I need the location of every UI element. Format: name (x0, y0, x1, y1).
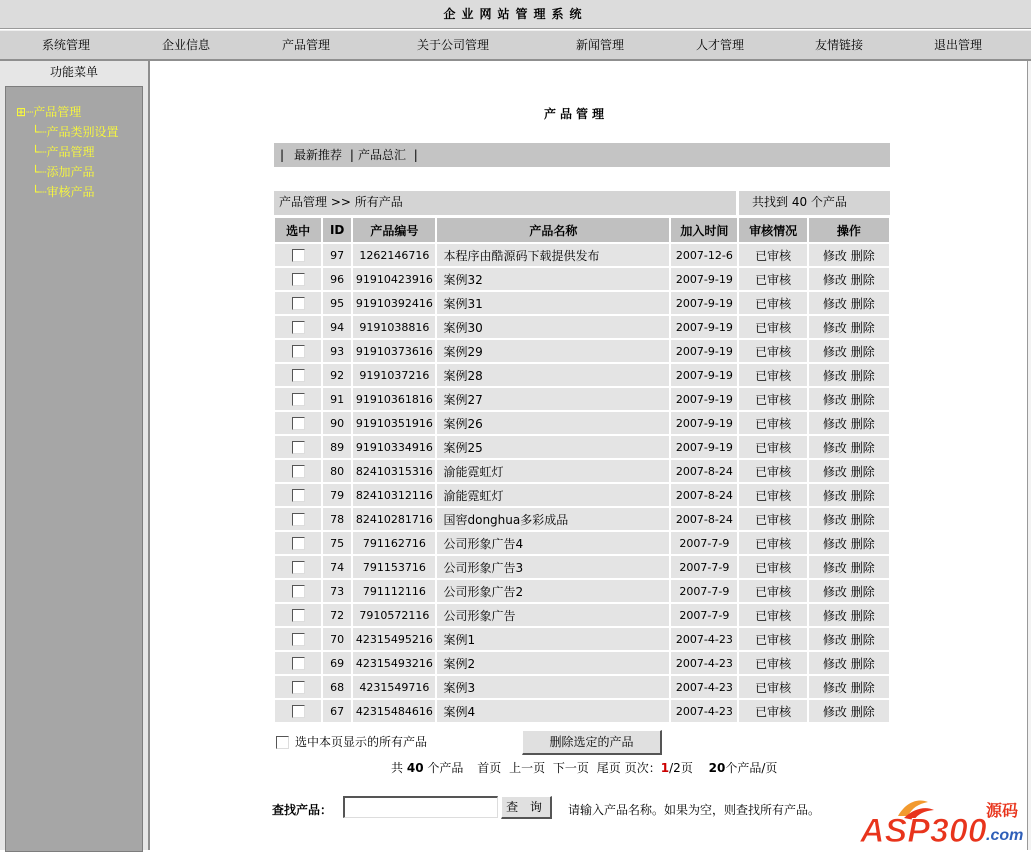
table-row (275, 604, 889, 628)
row-name: 公司形象广告2 (437, 580, 669, 604)
col-name: 产品名称 (437, 218, 669, 244)
delete-link[interactable]: 删除 (850, 344, 875, 359)
row-date: 2007-9-19 (671, 316, 737, 340)
pager-prev[interactable]: 上一页 (509, 761, 546, 775)
table-row (275, 244, 889, 268)
row-status: 已审核 (739, 340, 806, 364)
subnav-latest[interactable]: 最新推荐 (294, 148, 343, 162)
row-select-cell (275, 316, 321, 340)
pager-current: 1 (660, 761, 670, 775)
row-actions (809, 364, 889, 388)
row-id: 73 (323, 580, 351, 604)
row-date: 2007-8-24 (671, 484, 737, 508)
row-code: 9191037216 (353, 364, 435, 388)
row-id: 72 (323, 604, 351, 628)
row-name: 案例2 (437, 652, 669, 676)
tree-item-label: 产品类别设置 (46, 125, 119, 139)
row-status: 已审核 (739, 388, 806, 412)
row-name: 案例28 (437, 364, 669, 388)
row-select-cell (275, 652, 321, 676)
row-select-cell (275, 340, 321, 364)
tree-item-label: 添加产品 (46, 165, 95, 179)
col-id: ID (323, 218, 351, 244)
table-row (275, 388, 889, 412)
row-id: 68 (323, 676, 351, 700)
row-checkbox[interactable] (292, 513, 305, 526)
row-select-cell (275, 388, 321, 412)
row-checkbox[interactable] (292, 441, 305, 454)
watermark-sub: 源码 (986, 801, 1019, 820)
pager-of: /2页 (669, 761, 693, 775)
edit-link[interactable]: 修改 (822, 320, 847, 335)
edit-link[interactable]: 修改 (822, 704, 847, 719)
pager-first[interactable]: 首页 (477, 761, 502, 775)
delete-link[interactable]: 删除 (850, 392, 875, 407)
row-name: 案例31 (437, 292, 669, 316)
row-actions (809, 532, 889, 556)
tree-item-add[interactable] (16, 162, 118, 182)
row-actions (809, 436, 889, 460)
table-row (275, 316, 889, 340)
row-select-cell (275, 580, 321, 604)
tree-item-manage[interactable] (16, 142, 118, 162)
nav-news[interactable]: 新闻管理 (576, 38, 625, 52)
row-status: 已审核 (739, 652, 806, 676)
row-select-cell (275, 508, 321, 532)
sidebar (0, 61, 150, 850)
table-row (275, 508, 889, 532)
row-checkbox[interactable] (292, 681, 305, 694)
pager-per-page: 20 (708, 761, 726, 775)
row-id: 95 (323, 292, 351, 316)
row-select-cell (275, 604, 321, 628)
row-id: 75 (323, 532, 351, 556)
delete-link[interactable]: 删除 (850, 512, 875, 527)
pager-total: 40 (406, 761, 424, 775)
table-row (275, 268, 889, 292)
table-header-row (275, 218, 889, 244)
table-row (275, 628, 889, 652)
row-actions (809, 700, 889, 724)
delete-selected-button[interactable]: 删除选定的产品 (522, 730, 662, 755)
search-input[interactable] (343, 796, 498, 818)
row-status: 已审核 (739, 316, 806, 340)
row-checkbox[interactable] (292, 537, 305, 550)
nav-system[interactable]: 系统管理 (42, 38, 91, 52)
pagination (391, 759, 777, 776)
edit-link[interactable]: 修改 (822, 680, 847, 695)
nav-company-info[interactable]: 企业信息 (162, 38, 211, 52)
row-date: 2007-9-19 (671, 364, 737, 388)
expand-icon: ⊞┈ (16, 105, 34, 119)
delete-link[interactable]: 删除 (850, 416, 875, 431)
row-actions (809, 628, 889, 652)
separator: | (280, 148, 285, 162)
asp300-watermark-logo (858, 796, 1028, 848)
table-row (275, 436, 889, 460)
delete-link[interactable]: 删除 (850, 440, 875, 455)
row-code: 4231549716 (353, 676, 435, 700)
page-title: 产品管理 (544, 107, 609, 121)
table-row (275, 340, 889, 364)
row-id: 69 (323, 652, 351, 676)
tree-item-category[interactable] (16, 122, 118, 142)
row-name: 渝能霓虹灯 (437, 484, 669, 508)
delete-link[interactable]: 删除 (850, 272, 875, 287)
col-status: 审核情况 (739, 218, 806, 244)
pager-total-suffix: 个产品 (427, 761, 464, 775)
row-status: 已审核 (739, 556, 806, 580)
row-name: 案例27 (437, 388, 669, 412)
table-row (275, 556, 889, 580)
delete-link[interactable]: 删除 (850, 464, 875, 479)
row-checkbox[interactable] (292, 489, 305, 502)
table-row (275, 292, 889, 316)
row-checkbox[interactable] (292, 393, 305, 406)
edit-link[interactable]: 修改 (822, 344, 847, 359)
delete-link[interactable]: 删除 (850, 488, 875, 503)
row-checkbox[interactable] (292, 585, 305, 598)
row-actions (809, 340, 889, 364)
delete-link[interactable]: 删除 (850, 632, 875, 647)
edit-link[interactable]: 修改 (822, 368, 847, 383)
row-status: 已审核 (739, 700, 806, 724)
row-select-cell (275, 628, 321, 652)
row-date: 2007-9-19 (671, 412, 737, 436)
row-actions (809, 268, 889, 292)
row-status: 已审核 (739, 580, 806, 604)
table-row (275, 580, 889, 604)
row-code: 791112116 (353, 580, 435, 604)
row-id: 79 (323, 484, 351, 508)
separator: | (413, 148, 418, 162)
table-row (275, 652, 889, 676)
row-name: 案例29 (437, 340, 669, 364)
edit-link[interactable]: 修改 (822, 536, 847, 551)
row-id: 92 (323, 364, 351, 388)
row-status: 已审核 (739, 604, 806, 628)
row-select-cell (275, 436, 321, 460)
row-checkbox[interactable] (292, 273, 305, 286)
row-select-cell (275, 676, 321, 700)
row-date: 2007-8-24 (671, 460, 737, 484)
row-date: 2007-9-19 (671, 388, 737, 412)
row-name: 案例4 (437, 700, 669, 724)
row-date: 2007-12-6 (671, 244, 737, 268)
list-header (274, 191, 890, 215)
subnav-summary[interactable]: 产品总汇 (357, 148, 406, 162)
pager-page-label: 页次： (624, 761, 661, 775)
row-id: 74 (323, 556, 351, 580)
row-checkbox[interactable] (292, 561, 305, 574)
app-title: 企业网站管理系统 (0, 0, 1031, 29)
row-actions (809, 508, 889, 532)
nav-about[interactable]: 关于公司管理 (417, 38, 490, 52)
row-status: 已审核 (739, 292, 806, 316)
row-name: 公司形象广告4 (437, 532, 669, 556)
pager-per-page-suffix: 个产品/页 (725, 761, 778, 775)
row-status: 已审核 (739, 244, 806, 268)
row-name: 案例30 (437, 316, 669, 340)
row-actions (809, 244, 889, 268)
row-checkbox[interactable] (292, 609, 305, 622)
row-date: 2007-4-23 (671, 700, 737, 724)
result-count: 共找到 40 个产品 (739, 191, 890, 215)
edit-link[interactable]: 修改 (822, 488, 847, 503)
row-checkbox[interactable] (292, 369, 305, 382)
row-code: 91910351916 (353, 412, 435, 436)
row-date: 2007-4-23 (671, 652, 737, 676)
delete-link[interactable]: 删除 (850, 656, 875, 671)
row-name: 渝能霓虹灯 (437, 460, 669, 484)
row-select-cell (275, 244, 321, 268)
row-checkbox[interactable] (292, 345, 305, 358)
row-checkbox[interactable] (292, 297, 305, 310)
row-code: 7910572116 (353, 604, 435, 628)
delete-link[interactable]: 删除 (850, 680, 875, 695)
watermark-brand: ASP300 (860, 812, 987, 848)
tree-branch-icon: └┈ (32, 145, 47, 159)
col-actions: 操作 (809, 218, 889, 244)
row-code: 91910373616 (353, 340, 435, 364)
row-date: 2007-4-23 (671, 676, 737, 700)
row-actions (809, 292, 889, 316)
row-date: 2007-7-9 (671, 580, 737, 604)
table-row (275, 700, 889, 724)
row-actions (809, 580, 889, 604)
row-name: 案例25 (437, 436, 669, 460)
row-checkbox[interactable] (292, 249, 305, 262)
row-date: 2007-9-19 (671, 292, 737, 316)
pager-total-prefix: 共 (391, 761, 404, 775)
row-code: 9191038816 (353, 316, 435, 340)
row-code: 42315495216 (353, 628, 435, 652)
tree-root-products[interactable] (16, 102, 118, 122)
delete-link[interactable]: 删除 (850, 248, 875, 263)
row-name: 案例3 (437, 676, 669, 700)
row-id: 91 (323, 388, 351, 412)
edit-link[interactable]: 修改 (822, 416, 847, 431)
row-code: 91910361816 (353, 388, 435, 412)
row-select-cell (275, 292, 321, 316)
row-status: 已审核 (739, 484, 806, 508)
row-status: 已审核 (739, 268, 806, 292)
edit-link[interactable]: 修改 (822, 608, 847, 623)
nav-logout[interactable]: 退出管理 (934, 38, 983, 52)
product-table (273, 218, 891, 724)
row-date: 2007-7-9 (671, 556, 737, 580)
row-id: 93 (323, 340, 351, 364)
row-date: 2007-4-23 (671, 628, 737, 652)
row-actions (809, 484, 889, 508)
window-edge (1027, 61, 1031, 850)
table-row (275, 484, 889, 508)
row-status: 已审核 (739, 460, 806, 484)
row-name: 公司形象广告 (437, 604, 669, 628)
edit-link[interactable]: 修改 (822, 656, 847, 671)
row-name: 案例1 (437, 628, 669, 652)
row-select-cell (275, 556, 321, 580)
delete-link[interactable]: 删除 (850, 296, 875, 311)
table-row (275, 412, 889, 436)
row-code: 791153716 (353, 556, 435, 580)
row-id: 78 (323, 508, 351, 532)
tree-item-review[interactable] (16, 182, 118, 202)
row-code: 42315493216 (353, 652, 435, 676)
row-checkbox[interactable] (292, 705, 305, 718)
row-name: 公司形象广告3 (437, 556, 669, 580)
table-row (275, 676, 889, 700)
row-checkbox[interactable] (292, 417, 305, 430)
select-all-checkbox[interactable] (276, 736, 289, 749)
row-status: 已审核 (739, 676, 806, 700)
row-status: 已审核 (739, 628, 806, 652)
row-date: 2007-7-9 (671, 604, 737, 628)
row-status: 已审核 (739, 436, 806, 460)
row-name: 国窖donghua多彩成品 (437, 508, 669, 532)
row-code: 82410281716 (353, 508, 435, 532)
row-select-cell (275, 700, 321, 724)
row-checkbox[interactable] (292, 633, 305, 646)
edit-link[interactable]: 修改 (822, 392, 847, 407)
separator: | (349, 148, 354, 162)
row-actions (809, 316, 889, 340)
edit-link[interactable]: 修改 (822, 272, 847, 287)
row-select-cell (275, 460, 321, 484)
delete-link[interactable]: 删除 (850, 536, 875, 551)
row-code: 91910392416 (353, 292, 435, 316)
row-id: 90 (323, 412, 351, 436)
sidebar-menu (5, 86, 143, 852)
table-row (275, 364, 889, 388)
tree-root-label: 产品管理 (33, 105, 82, 119)
edit-link[interactable]: 修改 (822, 296, 847, 311)
tree-item-label: 审核产品 (46, 185, 95, 199)
row-code: 91910423916 (353, 268, 435, 292)
row-select-cell (275, 484, 321, 508)
row-select-cell (275, 268, 321, 292)
row-code: 42315484616 (353, 700, 435, 724)
row-status: 已审核 (739, 364, 806, 388)
delete-link[interactable]: 删除 (850, 704, 875, 719)
row-id: 94 (323, 316, 351, 340)
row-code: 1262146716 (353, 244, 435, 268)
row-actions (809, 388, 889, 412)
nav-links[interactable]: 友情链接 (815, 38, 864, 52)
row-code: 82410312116 (353, 484, 435, 508)
pager-last[interactable]: 尾页 (596, 761, 621, 775)
edit-link[interactable]: 修改 (822, 512, 847, 527)
edit-link[interactable]: 修改 (822, 248, 847, 263)
col-date: 加入时间 (671, 218, 737, 244)
col-select: 选中 (275, 218, 321, 244)
row-date: 2007-7-9 (671, 532, 737, 556)
row-checkbox[interactable] (292, 321, 305, 334)
edit-link[interactable]: 修改 (822, 464, 847, 479)
row-status: 已审核 (739, 508, 806, 532)
row-id: 96 (323, 268, 351, 292)
row-date: 2007-9-19 (671, 268, 737, 292)
top-nav (0, 30, 1031, 61)
col-code: 产品编号 (353, 218, 435, 244)
row-date: 2007-8-24 (671, 508, 737, 532)
delete-link[interactable]: 删除 (850, 320, 875, 335)
row-actions (809, 556, 889, 580)
watermark-domain: .com (986, 827, 1024, 844)
row-status: 已审核 (739, 412, 806, 436)
tree-item-label: 产品管理 (46, 145, 95, 159)
delete-link[interactable]: 删除 (850, 368, 875, 383)
pager-next[interactable]: 下一页 (552, 761, 589, 775)
row-select-cell (275, 412, 321, 436)
row-id: 80 (323, 460, 351, 484)
row-checkbox[interactable] (292, 657, 305, 670)
row-code: 82410315316 (353, 460, 435, 484)
search-button[interactable]: 查 询 (501, 796, 552, 819)
row-code: 91910334916 (353, 436, 435, 460)
row-id: 97 (323, 244, 351, 268)
row-actions (809, 460, 889, 484)
row-date: 2007-9-19 (671, 340, 737, 364)
row-id: 89 (323, 436, 351, 460)
row-date: 2007-9-19 (671, 436, 737, 460)
edit-link[interactable]: 修改 (822, 560, 847, 575)
row-actions (809, 604, 889, 628)
row-id: 70 (323, 628, 351, 652)
delete-link[interactable]: 删除 (850, 560, 875, 575)
row-id: 67 (323, 700, 351, 724)
edit-link[interactable]: 修改 (822, 632, 847, 647)
row-checkbox[interactable] (292, 465, 305, 478)
sidebar-heading: 功能菜单 (49, 65, 98, 79)
row-actions (809, 652, 889, 676)
edit-link[interactable]: 修改 (822, 440, 847, 455)
menu-tree (16, 102, 118, 202)
nav-jobs[interactable]: 人才管理 (696, 38, 745, 52)
row-name: 案例32 (437, 268, 669, 292)
sub-nav (274, 143, 890, 167)
tree-branch-icon: └┈ (32, 185, 47, 199)
edit-link[interactable]: 修改 (822, 584, 847, 599)
row-select-cell (275, 532, 321, 556)
table-body (275, 244, 889, 724)
table-row (275, 460, 889, 484)
search-label: 查找产品： (272, 803, 333, 817)
tree-branch-icon: └┈ (32, 125, 47, 139)
select-all[interactable] (276, 734, 427, 750)
row-name: 本程序由酷源码下载提供发布 (437, 244, 669, 268)
row-select-cell (275, 364, 321, 388)
nav-products[interactable]: 产品管理 (282, 38, 331, 52)
tree-branch-icon: └┈ (32, 165, 47, 179)
breadcrumb: 产品管理 >> 所有产品 (274, 191, 736, 215)
row-status: 已审核 (739, 532, 806, 556)
row-name: 案例26 (437, 412, 669, 436)
select-all-label: 选中本页显示的所有产品 (295, 735, 428, 749)
delete-link[interactable]: 删除 (850, 608, 875, 623)
row-actions (809, 676, 889, 700)
delete-link[interactable]: 删除 (850, 584, 875, 599)
row-code: 791162716 (353, 532, 435, 556)
search-hint: 请输入产品名称。如果为空，则查找所有产品。 (568, 803, 821, 817)
table-row (275, 532, 889, 556)
row-actions (809, 412, 889, 436)
